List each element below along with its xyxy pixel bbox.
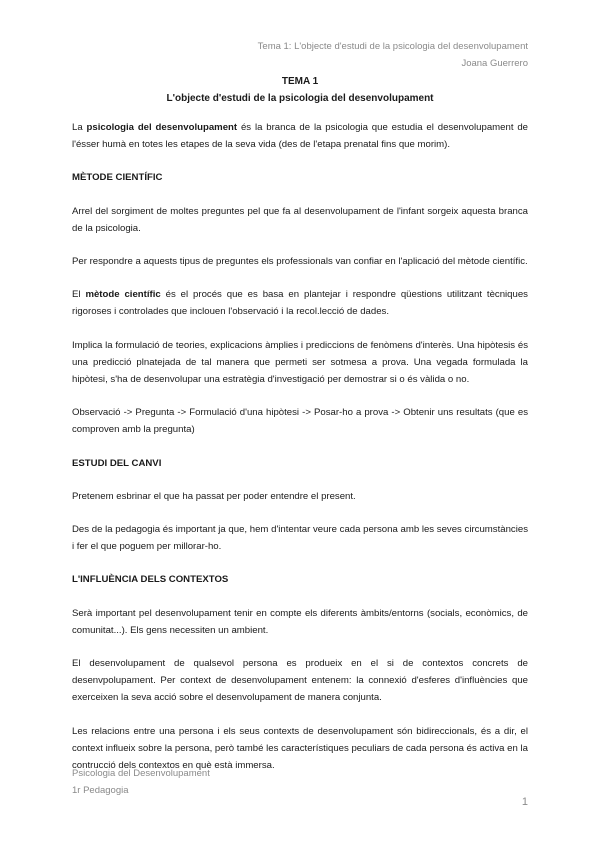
footer-course: Psicologia del Desenvolupament — [72, 768, 210, 779]
intro-post: és la branca de la psicologia que estudia el desenvolupament de l'ésser humà en totes les etapes de la seva vida (des de l'etapa prenatal fins que morim). — [72, 122, 528, 151]
section-heading-contextos: L'INFLUÈNCIA DELS CONTEXTOS — [72, 574, 229, 586]
metode-p3-post: és el procés que es basa en plantejar i respondre qüestions utilitzant tècniques rigoroses i controlades que inclouen l'observació i la recol.lecció de dades. — [72, 289, 528, 318]
page-number: 1 — [521, 796, 528, 808]
metode-p3-term: mètode científic — [85, 289, 161, 301]
header-topic: Tema 1: L'objecte d'estudi de la psicologia del desenvolupament — [257, 41, 528, 52]
contextos-paragraph-3: Les relacions entre una persona i els seus contexts de desenvolupament són bidireccionals, és a dir, el context influeix sobre la persona, però també les característiques peculiars de cada persona és activa en la contrucció dels contextos en què està immersa. — [72, 725, 528, 772]
header-author: Joana Guerrero — [461, 58, 528, 69]
contextos-paragraph-1: Serà important pel desenvolupament tenir en compte els diferents àmbits/entorns (socials, econòmics, de comunitat...). Els gens necessiten un ambient. — [72, 607, 528, 636]
title-subtitle: L'objecte d'estudi de la psicologia del desenvolupament — [166, 93, 434, 104]
canvi-paragraph-1: Pretenem esbrinar el que ha passat per poder entendre el present. — [72, 490, 356, 502]
section-heading-canvi: ESTUDI DEL CANVI — [72, 457, 162, 469]
metode-p3-pre: El — [72, 289, 86, 301]
metode-paragraph-2: Per respondre a aquests tipus de preguntes els professionals van confiar en l'aplicació del mètode científic. — [72, 256, 528, 268]
intro-term: psicologia del desenvolupament — [86, 122, 238, 133]
canvi-paragraph-2: Des de la pedagogia és important ja que, hem d'intentar veure cada persona amb les seves circumstàncies i fer el que poguem per millorar-ho. — [72, 524, 528, 553]
document-title — [72, 73, 528, 107]
contextos-paragraph-2: El desenvolupament de qualsevol persona es produeix en el si de contextos concrets de desenvpolupament. Per context de desenvolupament entenem: la connexió d'esferes d'influències que exerceixen la seva acció sobre el desenvolupament de manera conjunta. — [72, 658, 528, 704]
title-main: TEMA 1 — [281, 76, 319, 87]
footer-level: 1r Pedagogia — [72, 785, 129, 796]
intro-pre: La — [72, 122, 87, 133]
metode-paragraph-3 — [72, 286, 528, 320]
metode-paragraph-4: Implica la formulació de teories, explicacions àmplies i prediccions de fenòmens d'interès. Una hipòtesis és una predicció plnatejada de tal manera que permeti ser sotmesa a prova. Una vegada formulada la hipòtesi, s'ha de desenvolupar una estratègia d'investigació per demostrar si o és vàlida o no. — [72, 339, 528, 386]
intro-paragraph — [72, 119, 528, 153]
page-footer — [72, 765, 210, 799]
page-header — [258, 38, 528, 72]
section-heading-metode: MÈTODE CIENTÍFIC — [72, 172, 163, 184]
metode-paragraph-5: Observació -> Pregunta -> Formulació d'una hipòtesi -> Posar-ho a prova -> Obtenir uns resultats (que es comproven amb la pregunta) — [72, 407, 528, 436]
metode-paragraph-1: Arrel del sorgiment de moltes preguntes pel que fa al desenvolupament de l'infant sorgeix aquesta branca de la psicologia. — [72, 205, 528, 234]
document-body — [72, 119, 528, 790]
